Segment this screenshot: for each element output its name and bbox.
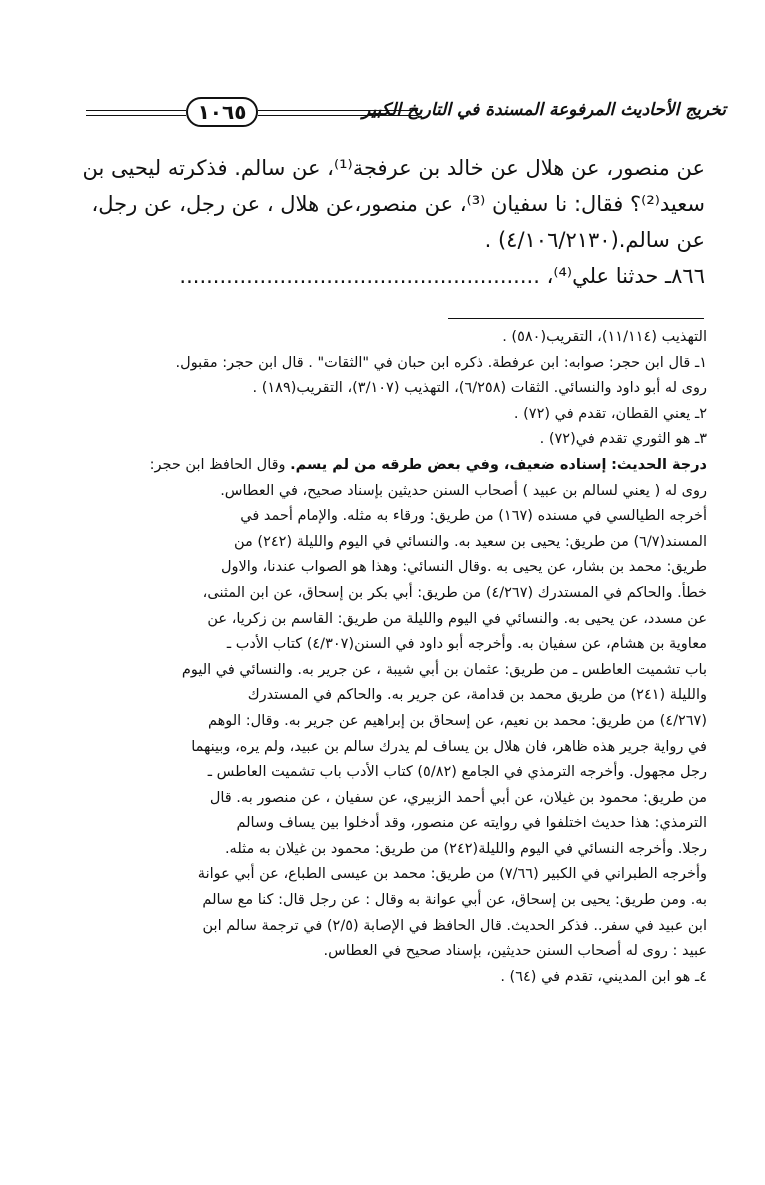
main-line: عن منصور، عن هلال عن خالد بن عرفجة⁽¹⁾، عن سالم. فذكرته ليحيى بن <box>82 156 705 180</box>
footnote-line: باب تشميت العاطس ـ من طريق: عثمان بن أبي شيبة ، عن جرير به. والنسائي في اليوم <box>181 661 707 678</box>
footnote-line: رجل مجهول. وأخرجه الترمذي في الجامع (٥/٨٢) كتاب الأدب باب تشميت العاطس ـ <box>207 764 707 781</box>
main-text <box>65 150 705 294</box>
footnote-line: الترمذي: هذا حديث اختلفوا في روايته عن منصور، وقد أدخلوا بين يساف وسالم <box>236 815 707 832</box>
footnote-line: التهذيب (١١/١١٤)، التقريب(٥٨٠) . <box>502 329 707 345</box>
footnote-line: ٤ـ هو ابن المديني، تقدم في (٦٤) . <box>500 968 707 985</box>
page-number: ١٠٦٥ <box>186 97 258 127</box>
footnote-line: ١ـ قال ابن حجر: صوابه: ابن عرفطة. ذكره ابن حبان في "الثقات" . قال ابن حجر: مقبول. <box>175 354 707 371</box>
footnote-line: المسند(٦/٧) من طريق: يحيى بن سعيد به. والنسائي في اليوم والليلة (٢٤٢) من <box>233 533 707 550</box>
footnote-line: طريق: محمد بن بشار، عن يحيى به .وقال النسائي: وهذا هو الصواب عندنا، والاول <box>221 559 707 576</box>
footnotes <box>57 325 707 990</box>
footnote-line: عبيد : روى له أصحاب السنن حديثين، بإسناد صحيح في العطاس. <box>323 943 707 960</box>
running-header <box>86 96 726 130</box>
footnote-line: ابن عبيد في سفر.. فذكر الحديث. قال الحافظ في الإصابة (٢/٥) في ترجمة سالم ابن <box>202 917 707 934</box>
grading-verdict: إسناده ضعيف، وفي بعض طرقه من لم يسم. <box>290 456 607 473</box>
main-line: عن سالم.(٤/١٠٦/٢١٣٠) . <box>484 228 705 252</box>
grading-line <box>57 453 707 479</box>
footnote-line: ٣ـ هو الثوري تقدم في(٧٢) . <box>539 431 707 448</box>
footnote-line: روى له ( يعني لسالم بن عبيد ) أصحاب السنن حديثين بإسناد صحيح، في العطاس. <box>220 482 707 499</box>
main-line: سعيد⁽²⁾؟ فقال: نا سفيان ⁽³⁾، عن منصور،عن هلال ، عن رجل، عن رجل، <box>91 192 705 216</box>
footnote-line: ٢ـ يعني القطان، تقدم في (٧٢) . <box>513 405 707 422</box>
footnote-line: خطأ. والحاكم في المستدرك (٤/٢٦٧) من طريق: أبي بكر بن إسحاق، عن ابن المثنى، <box>202 584 707 601</box>
footnote-line: من طريق: محمود بن غيلان، عن أبي أحمد الزبيري، عن سفيان ، عن منصور به. قال <box>209 789 707 806</box>
header-rule <box>86 115 186 116</box>
header-rule <box>86 110 186 111</box>
footnote-line: أخرجه الطيالسي في مسنده (١٦٧) من طريق: ورقاء به مثله. والإمام أحمد في <box>240 508 707 525</box>
footnote-line: رجلا. وأخرجه النسائي في اليوم والليلة(٢٤٢) من طريق: محمود بن غيلان به مثله. <box>224 840 707 857</box>
main-line: ٨٦٦ـ حدثنا علي⁽⁴⁾، ...................................................... <box>179 264 705 288</box>
footnote-line: معاوية بن هشام، عن سفيان به. وأخرجه أبو داود في السنن(٤/٣٠٧) كتاب الأدب ـ <box>226 636 707 653</box>
grading-rest: وقال الحافظ ابن حجر: <box>149 456 286 473</box>
running-title: تخريج الأحاديث المرفوعة المسندة في التاريخ الكبير <box>362 100 726 120</box>
footnote-separator <box>448 318 704 319</box>
footnote-line: روى له أبو داود والنسائي. الثقات (٦/٢٥٨)، التهذيب (٣/١٠٧)، التقريب(١٨٩) . <box>252 380 707 397</box>
footnote-line: عن مسدد، عن يحيى به. والنسائي في اليوم والليلة من طريق: القاسم بن زكريا، عن <box>207 610 707 627</box>
footnote-line: وأخرجه الطبراني في الكبير (٧/٦٦) من طريق: محمد بن عيسى الطباع، عن أبي عوانة <box>197 866 707 883</box>
footnote-line: في رواية جرير هذه ظاهر، فان هلال بن يساف لم يدرك سالم بن عبيد، ولم يره، وبينهما <box>191 738 707 755</box>
footnote-line: به. ومن طريق: يحيى بن إسحاق، عن أبي عوانة به وقال : عن رجل قال: كنا مع سالم <box>202 892 707 909</box>
footnote-line: والليلة (٢٤١) من طريق محمد بن قدامة، عن جرير به. والحاكم في المستدرك <box>247 687 707 704</box>
grading-label: درجة الحديث: <box>611 456 707 473</box>
footnote-line: (٤/٢٦٧) من طريق: محمد بن نعيم، عن إسحاق بن إبراهيم عن جرير به. وقال: الوهم <box>207 712 707 729</box>
